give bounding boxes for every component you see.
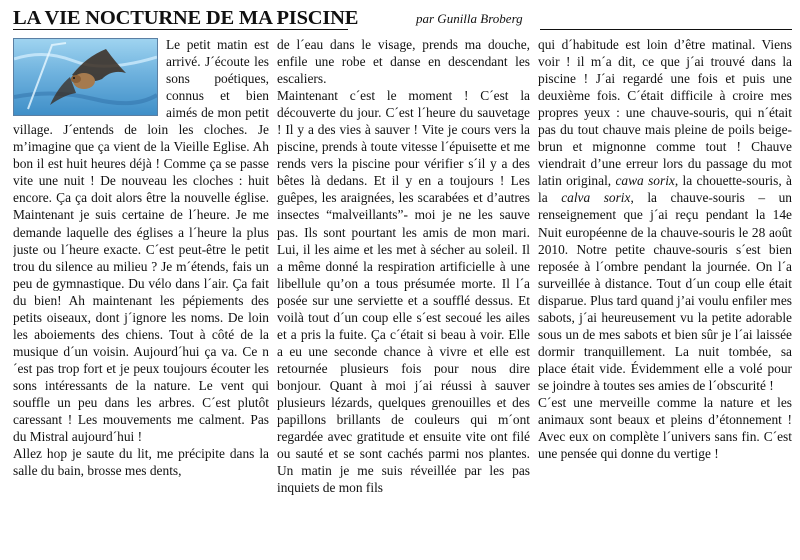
article-author: par Gunilla Broberg	[416, 11, 523, 26]
paragraph-morning: Allez hop je saute du lit, me précipite dans la salle du bain, brosse mes dents,	[13, 446, 269, 479]
column-3	[538, 36, 792, 558]
bat-text-c: , la chauve-souris – un renseignement que j´ai reçu pendant la 14e Nuit européenne de la chauve-souris le 28 août 2010. Notre petite chauve-souris s´est bien reposée à l´ombre pendant la journée. On l´a surveillée à distance. Tout d´un coup elle était disparue. Plus tard quand j’ai voulu enfiler mes sabots, j´ai heureusement vu la petite adorable sous un de mes sabots et bien sûr je l´ai laissée dormir tranquillement. La nuit tombée, sa place était vide. Évidemment elle a volé pour se joindre à toutes ses amies de l´obscurité !	[538, 190, 792, 393]
article-header	[13, 6, 793, 36]
article-title: LA VIE NOCTURNE DE MA PISCINE	[13, 7, 359, 29]
paragraph-intro: Le petit matin est arrivé. J´écoute les sons poétiques, connus et bien aimés de mon petit village. J´entends de loin les cloches. Je m’imagine que ça vient de la Vieille Eglise. Ah bon il est huit heures déjà ! Comme ça se passe vite une nuit ! De nouveau les cloches : huit encore. Ça ça doit alors être la nouvelle église. Maintenant je suis certaine de l´heure. Je me demande laquelle des églises a l´heure la plus juste ou l´heure exacte. C´est peut-être le petit trou du silence au milieu ? Je m´étends, fais un peu de gymnastique. Du vélo dans l´air. Ça fait du bien! Ah maintenant les pépiements des petits oiseaux, dont j´ignore les noms. De loin les aboiements des chiens. Tout à côté de la musique d´un voisin. Aujourd´hui ça va. Ce n´est pas trop fort et je peux toujours écouter les sons intéressants de la nature. Le vent qui souffle un peu dans les arbres. C´est plutôt caressant ! Les mouvements me calment. Pas du Mistral aujourd´hui !	[13, 37, 269, 445]
paragraph-rescue: Maintenant c´est le moment ! C´est la découverte du jour. C´est l´heure du sauvetage ! Il y a des vies à sauver ! Vite je cours vers la piscine, prends à toute vitesse l´épuisette et me rends vers la piscine pour vérifier s´il y a des bêtes là dedans. Et il y en a toujours ! Les guêpes, les araignées, les scarabées et d’autres insectes “malveillants”- moi je ne les sauve pas. Ils sont pourtant les amis de mon mari. Lui, il les aime et les met à sécher au soleil. Il a même donné la respiration artificielle à une libellule qu’on a tous présumée morte. Il l´a posée sur une serviette et a soufflé dessus. Et voilà tout d´un coup elle s´est secoué les ailes et a pris la fuite. Ça c´était si beau à voir. Elle a eu une seconde chance à vivre et elle est retournée plusieurs fois pour nous dire bonjour. Quant à moi j´ai réussi à sauver plusieurs lézards, quelques grenouilles et des papillons brillants de couleurs qui m´ont regardée avec gratitude et ensuite vite ont filé ou sauté et se sont cachés parmi nos plantes. Un matin je me suis réveillée par les pas inquiets de mon fils	[277, 88, 530, 496]
paragraph-morning-continued: de l´eau dans le visage, prends ma douche, enfile une robe et danse en descendant les escaliers.	[277, 37, 530, 87]
author-underline	[540, 29, 792, 30]
latin-term-calva-sorix: calva sorix	[561, 190, 631, 206]
paragraph-bat	[538, 36, 792, 394]
latin-term-cawa-sorix: cawa sorix	[615, 173, 675, 189]
bat-text-a: qui d´habitude est loin d’être matinal. Viens voir ! il m´a dit, ce que j´ai trouvé dans la piscine ! J´ai regardé une fois et puis une deuxième fois. C´était difficile à croire mes propres yeux : une chauve-souris, qui n´était pas du tout chauve mais pleine de poils beige-brun et mignonne comme tout ! Chauve viendrait d’une erreur lors du passage du mot latin original,	[538, 37, 792, 189]
bat-text-b: , la chouette-souris, à la	[538, 173, 792, 206]
paragraph-conclusion: C´est une merveille comme la nature et les animaux sont beaux et pleins d’étonnement ! Avec eux on complète l´univers sans fin. C´est une pensée qui donne du vertige !	[538, 394, 792, 462]
bat-photo-icon	[13, 38, 158, 116]
column-1	[13, 36, 269, 558]
column-2	[277, 36, 530, 558]
title-underline	[13, 29, 348, 30]
